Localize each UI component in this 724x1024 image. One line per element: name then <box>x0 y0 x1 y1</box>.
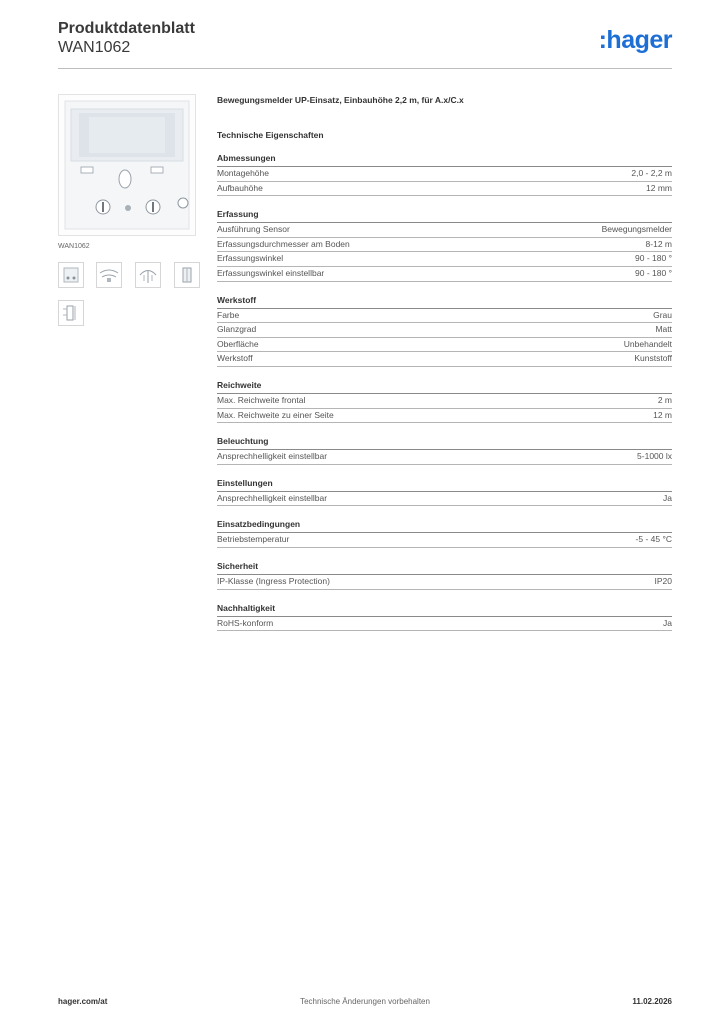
spec-group-title: Erfassung <box>217 209 672 223</box>
spec-label: Aufbauhöhe <box>217 182 263 193</box>
spec-value: 12 mm <box>646 182 672 193</box>
spec-label: Oberfläche <box>217 338 259 349</box>
product-front-thumb[interactable] <box>58 262 84 288</box>
spec-row <box>217 252 672 267</box>
spec-label: Werkstoff <box>217 353 253 364</box>
spec-value: 8-12 m <box>645 238 672 249</box>
spec-value: 5-1000 lx <box>637 451 672 462</box>
spec-value: Bewegungsmelder <box>601 224 672 235</box>
hager-logo[interactable]: :hager <box>598 26 672 54</box>
spec-row <box>217 533 672 548</box>
spec-label: Ausführung Sensor <box>217 224 290 235</box>
spec-group-title: Beleuchtung <box>217 436 672 450</box>
product-name: Bewegungsmelder UP-Einsatz, Einbauhöhe 2,2 m, für A.x/C.x <box>217 95 464 105</box>
spec-label: Glanzgrad <box>217 324 257 335</box>
spec-value: Ja <box>663 617 672 628</box>
footer-website-link[interactable]: hager.com/at <box>58 997 108 1006</box>
spec-row <box>217 167 672 182</box>
spec-group-title: Werkstoff <box>217 295 672 309</box>
product-caption: WAN1062 <box>58 243 90 250</box>
product-front-icon <box>59 263 83 287</box>
mounting-side-thumb[interactable] <box>174 262 200 288</box>
spec-groups <box>217 153 672 631</box>
header-divider <box>58 68 672 69</box>
spec-value: Unbehandelt <box>623 338 672 349</box>
spec-group-title: Sicherheit <box>217 561 672 575</box>
motion-detector-icon <box>59 95 195 235</box>
spec-label: Montagehöhe <box>217 168 269 178</box>
spec-label: Betriebstemperatur <box>217 534 290 545</box>
spec-group-title: Einstellungen <box>217 478 672 492</box>
specification-content <box>217 95 672 631</box>
spec-row <box>217 338 672 353</box>
spec-value: 2,0 - 2,2 m <box>631 168 672 178</box>
document-title: Produktdatenblatt <box>58 20 195 37</box>
spec-label: Ansprechhelligkeit einstellbar <box>217 492 328 503</box>
spec-label: Erfassungswinkel einstellbar <box>217 267 325 278</box>
spec-row <box>217 575 672 590</box>
spec-value: 12 m <box>653 409 672 420</box>
spec-group-title: Einsatzbedingungen <box>217 519 672 533</box>
spec-value: 2 m <box>657 394 672 405</box>
spec-value: 90 - 180 ° <box>635 253 672 264</box>
spec-label: Max. Reichweite zu einer Seite <box>217 409 334 420</box>
spec-label: Erfassungswinkel <box>217 253 284 264</box>
spec-group <box>217 603 672 632</box>
product-media <box>58 94 198 250</box>
spec-group <box>217 519 672 548</box>
spec-row <box>217 182 672 197</box>
spec-group-title: Nachhaltigkeit <box>217 603 672 617</box>
detection-top-view-icon <box>97 263 121 287</box>
spec-row <box>217 223 672 238</box>
spec-label: Ansprechhelligkeit einstellbar <box>217 451 328 462</box>
detection-side-view-thumb[interactable] <box>135 262 161 288</box>
spec-row <box>217 238 672 253</box>
spec-group <box>217 561 672 590</box>
spec-value: 90 - 180 ° <box>635 267 672 278</box>
product-image[interactable] <box>58 94 196 236</box>
footer-date: 11.02.2026 <box>632 997 672 1006</box>
spec-label: RoHS-konform <box>217 617 274 628</box>
spec-value: Kunststoff <box>634 353 672 364</box>
spec-row <box>217 309 672 324</box>
section-heading: Technische Eigenschaften <box>217 130 324 140</box>
spec-row <box>217 394 672 409</box>
spec-group-title: Reichweite <box>217 380 672 394</box>
spec-group-title: Abmessungen <box>217 153 672 167</box>
spec-row <box>217 267 672 282</box>
mounting-side-icon <box>175 263 199 287</box>
spec-group <box>217 380 672 423</box>
spec-group <box>217 295 672 367</box>
spec-value: Ja <box>663 492 672 503</box>
dimension-drawing-icon <box>59 301 83 325</box>
dimension-drawing-thumb[interactable] <box>58 300 84 326</box>
spec-row <box>217 352 672 367</box>
spec-value: IP20 <box>654 575 672 586</box>
spec-label: Farbe <box>217 309 240 320</box>
spec-row <box>217 409 672 424</box>
spec-row <box>217 323 672 338</box>
spec-row <box>217 492 672 507</box>
document-subtitle: WAN1062 <box>58 39 131 56</box>
spec-value: -5 - 45 °C <box>635 534 672 545</box>
page-header <box>58 20 672 70</box>
spec-value: Matt <box>655 324 672 335</box>
spec-group <box>217 478 672 507</box>
spec-row <box>217 450 672 465</box>
spec-value: Grau <box>653 309 672 320</box>
spec-label: Max. Reichweite frontal <box>217 394 306 405</box>
spec-row <box>217 617 672 632</box>
footer-note: Technische Änderungen vorbehalten <box>300 997 430 1006</box>
spec-group <box>217 209 672 281</box>
detection-side-view-icon <box>136 263 160 287</box>
page-footer <box>58 997 672 1009</box>
detection-top-view-thumb[interactable] <box>96 262 122 288</box>
spec-label: IP-Klasse (Ingress Protection) <box>217 575 330 586</box>
spec-group <box>217 153 672 196</box>
spec-group <box>217 436 672 465</box>
spec-label: Erfassungsdurchmesser am Boden <box>217 238 350 249</box>
